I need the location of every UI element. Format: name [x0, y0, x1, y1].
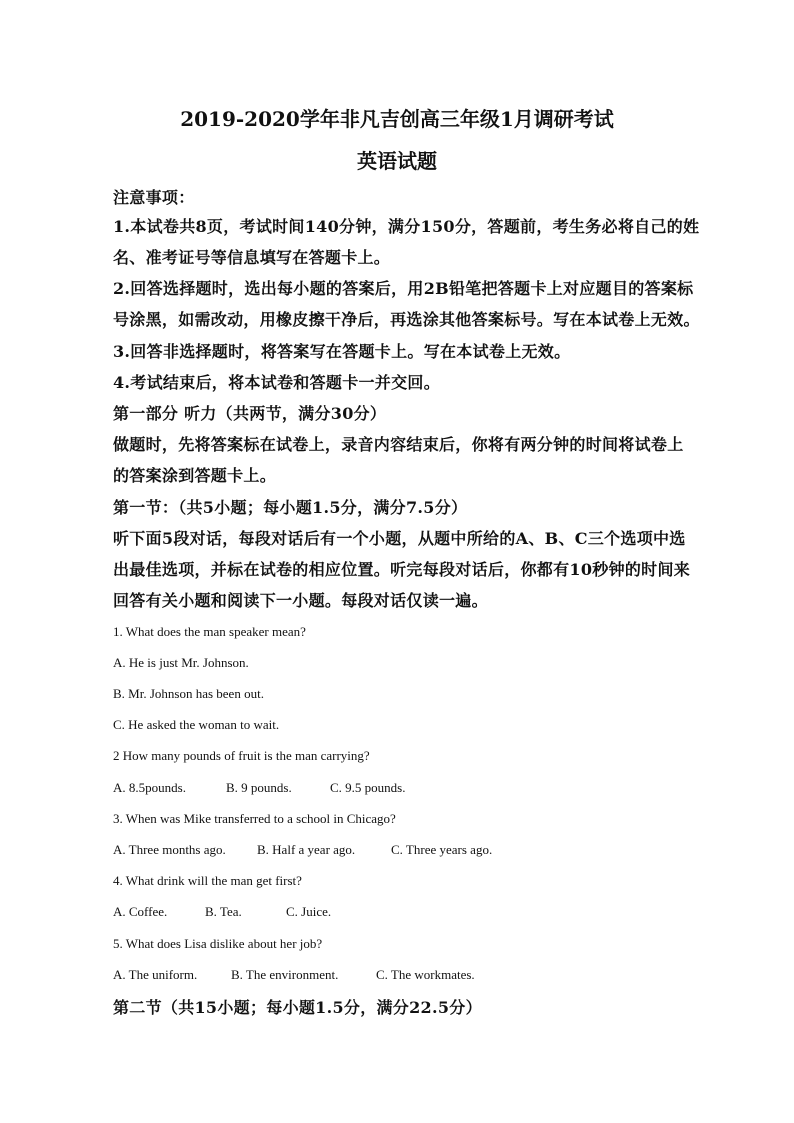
question-stem: 4. What drink will the man get first?: [113, 873, 302, 888]
question-options-row: [113, 903, 331, 921]
question-options-row: [113, 779, 405, 797]
question-option: A. 8.5pounds.: [113, 780, 186, 795]
question-stem: 1. What does the man speaker mean?: [113, 624, 306, 639]
question-options-row: [113, 841, 492, 859]
notice-line: 4.考试结束后，将本试卷和答题卡一并交回。: [113, 373, 441, 392]
question-options-row: [113, 966, 475, 984]
question-option: C. Juice.: [286, 904, 332, 919]
question-stem: 3. When was Mike transferred to a school in Chicago?: [113, 811, 396, 826]
notice-heading: 注意事项：: [113, 188, 195, 207]
question-option: A. He is just Mr. Johnson.: [113, 655, 249, 670]
question-option: B. Mr. Johnson has been out.: [113, 686, 264, 701]
question-option: A. Three months ago.: [113, 842, 226, 857]
question-option: C. The workmates.: [376, 967, 475, 982]
section1-instruction: 回答有关小题和阅读下一小题。每段对话仅读一遍。: [113, 591, 488, 610]
part1-instruction: 的答案涂到答题卡上。: [113, 466, 277, 485]
page-title: 2019-2020学年非凡吉创高三年级1月调研考试: [180, 107, 614, 131]
notice-line: 号涂黑，如需改动，用橡皮擦干净后，再选涂其他答案标号。写在本试卷上无效。: [113, 310, 700, 329]
question-option: C. Three years ago.: [391, 842, 493, 857]
question-option: B. The environment.: [231, 967, 339, 982]
section1-heading: 第一节：（共5小题；每小题1.5分，满分7.5分）: [113, 498, 468, 517]
question-option: A. The uniform.: [113, 967, 198, 982]
notice-line: 2.回答选择题时，选出每小题的答案后，用2B铅笔把答题卡上对应题目的答案标: [113, 279, 694, 298]
question-option: B. 9 pounds.: [226, 780, 292, 795]
page-subtitle: 英语试题: [357, 149, 437, 173]
question-option: A. Coffee.: [113, 904, 168, 919]
question-option: B. Tea.: [205, 904, 242, 919]
notice-line: 1.本试卷共8页，考试时间140分钟，满分150分，答题前，考生务必将自己的姓: [113, 217, 700, 236]
question-option: C. 9.5 pounds.: [330, 780, 406, 795]
notice-line: 3.回答非选择题时，将答案写在答题卡上。写在本试卷上无效。: [113, 342, 571, 361]
section1-instruction: 出最佳选项，并标在试卷的相应位置。听完每段对话后，你都有10秒钟的时间来: [113, 560, 691, 579]
section2-heading: 第二节（共15小题；每小题1.5分，满分22.5分）: [113, 998, 482, 1017]
part1-heading: 第一部分 听力（共两节，满分30分）: [113, 404, 387, 423]
part1-instruction: 做题时，先将答案标在试卷上，录音内容结束后，你将有两分钟的时间将试卷上: [113, 435, 684, 454]
question-option: B. Half a year ago.: [257, 842, 356, 857]
question-stem: 2 How many pounds of fruit is the man carrying?: [113, 748, 370, 763]
question-stem: 5. What does Lisa dislike about her job?: [113, 936, 323, 951]
question-option: C. He asked the woman to wait.: [113, 717, 280, 732]
section1-instruction: 听下面5段对话，每段对话后有一个小题，从题中所给的A、B、C三个选项中选: [113, 529, 686, 548]
notice-line: 名、准考证号等信息填写在答题卡上。: [113, 248, 391, 267]
